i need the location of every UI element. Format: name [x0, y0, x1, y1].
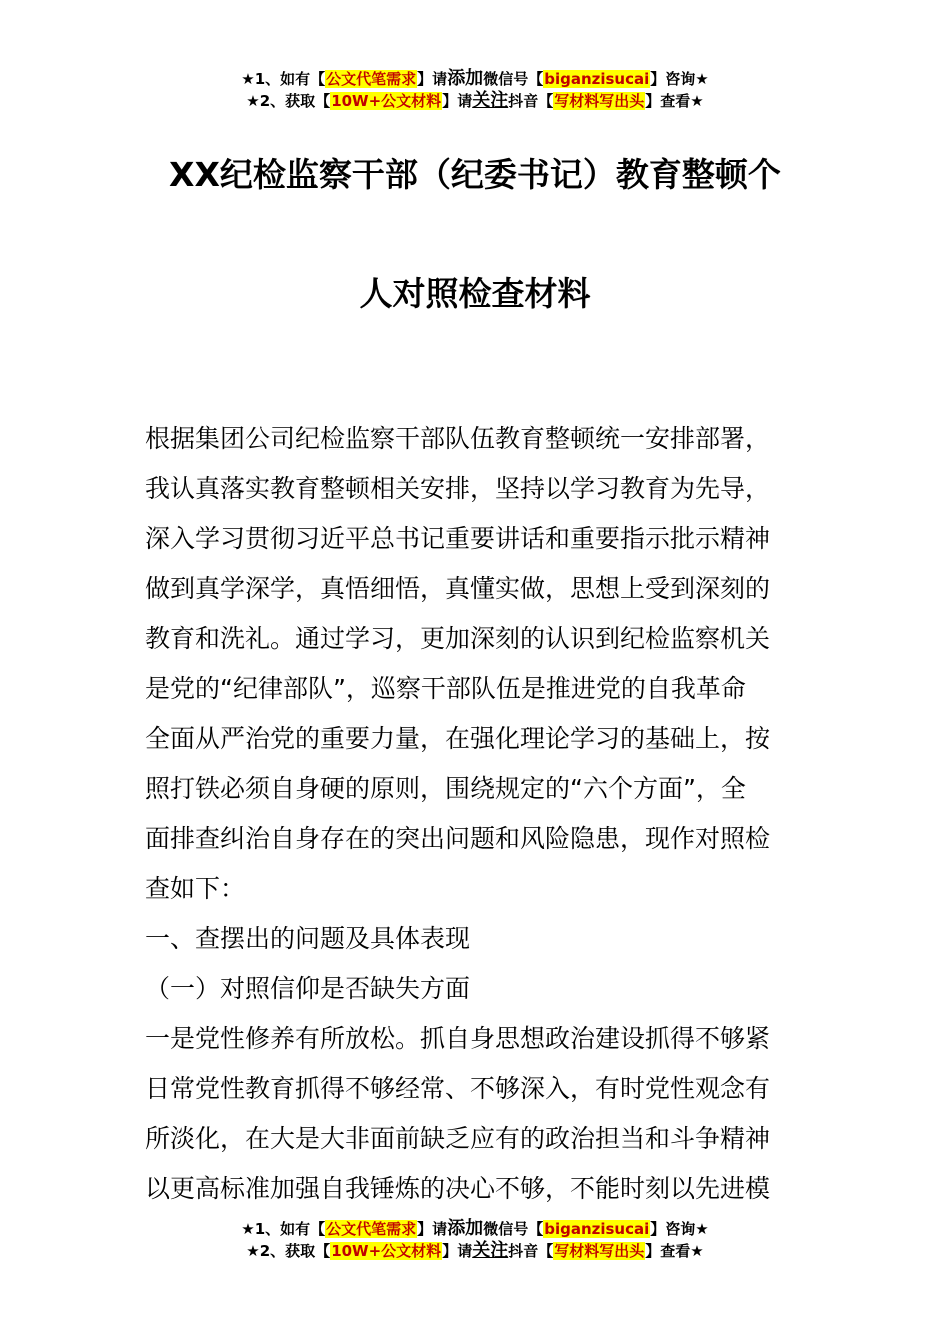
body-line: 做到真学深学，真悟细悟，真懂实做，思想上受到深刻的: [145, 574, 771, 603]
banner-text: 】查看★: [645, 1242, 704, 1260]
banner-text: 抖音【: [508, 92, 554, 110]
banner-wechat-id: biganzisucai: [544, 1220, 650, 1238]
banner-line-2: [0, 1240, 950, 1262]
star-icon: ★: [241, 1220, 255, 1238]
banner-text: 】请: [442, 92, 473, 110]
body-line: 是党的“纪律部队”，巡察干部队伍是推进党的自我革命: [145, 674, 746, 703]
banner-text: 】请: [442, 1242, 473, 1260]
banner-emphasis: 添加: [447, 68, 484, 89]
banner-text: 微信号【: [483, 70, 544, 88]
document-body: [145, 414, 813, 1214]
banner-text: 1、如有【: [254, 70, 326, 88]
document-title-line-2: 人对照检查材料: [359, 274, 591, 313]
banner-text: 】请: [417, 70, 448, 88]
banner-highlight: 公文代笔需求: [326, 70, 417, 88]
banner-line-2: [0, 90, 950, 112]
banner-text: 】咨询★: [650, 70, 709, 88]
star-icon: ★: [246, 1242, 260, 1260]
body-line: 以更高标准加强自我锤炼的决心不够，不能时刻以先进模: [145, 1174, 771, 1203]
banner-text: 2、获取【: [259, 92, 331, 110]
banner-wechat-id: biganzisucai: [544, 70, 650, 88]
body-line: 日常党性教育抓得不够经常、不够深入，有时党性观念有: [145, 1074, 771, 1103]
star-icon: ★: [241, 70, 255, 88]
banner-line-1: [0, 1218, 950, 1240]
banner-text: 】请: [417, 1220, 448, 1238]
document-title-line-1: XX纪检监察干部（纪委书记）教育整顿个: [169, 155, 781, 194]
body-line: 根据集团公司纪检监察干部队伍教育整顿统一安排部署，: [145, 424, 771, 453]
banner-text: 】咨询★: [650, 1220, 709, 1238]
banner-text: 抖音【: [508, 1242, 554, 1260]
subsection-heading: （一）对照信仰是否缺失方面: [145, 974, 471, 1003]
body-line: 面排查纠治自身存在的突出问题和风险隐患，现作对照检: [145, 824, 771, 853]
banner-highlight: 10W+公文材料: [331, 1242, 442, 1260]
banner-highlight: 10W+公文材料: [331, 92, 442, 110]
footer-banner: [0, 1218, 950, 1262]
section-heading: 一、查摆出的问题及具体表现: [145, 924, 471, 953]
header-banner: [0, 68, 950, 112]
banner-douyin-account: 写材料写出头: [554, 92, 645, 110]
body-line: 我认真落实教育整顿相关安排，坚持以学习教育为先导，: [145, 474, 771, 503]
body-line: 照打铁必须自身硬的原则，围绕规定的“六个方面”，全: [145, 774, 746, 803]
banner-emphasis: 关注: [472, 90, 509, 111]
banner-highlight: 公文代笔需求: [326, 1220, 417, 1238]
star-icon: ★: [246, 92, 260, 110]
banner-text: 1、如有【: [254, 1220, 326, 1238]
body-line: 所淡化，在大是大非面前缺乏应有的政治担当和斗争精神: [145, 1124, 771, 1153]
body-line: 全面从严治党的重要力量，在强化理论学习的基础上，按: [145, 724, 771, 753]
banner-emphasis: 添加: [447, 1218, 484, 1239]
banner-emphasis: 关注: [472, 1240, 509, 1261]
banner-text: 微信号【: [483, 1220, 544, 1238]
banner-text: 2、获取【: [259, 1242, 331, 1260]
body-line: 深入学习贯彻习近平总书记重要讲话和重要指示批示精神: [145, 524, 771, 553]
body-line: 教育和洗礼。通过学习，更加深刻的认识到纪检监察机关: [145, 624, 771, 653]
banner-douyin-account: 写材料写出头: [554, 1242, 645, 1260]
banner-text: 】查看★: [645, 92, 704, 110]
banner-line-1: [0, 68, 950, 90]
body-line: 一是党性修养有所放松。抓自身思想政治建设抓得不够紧: [145, 1024, 771, 1053]
body-line: 查如下：: [145, 874, 246, 903]
